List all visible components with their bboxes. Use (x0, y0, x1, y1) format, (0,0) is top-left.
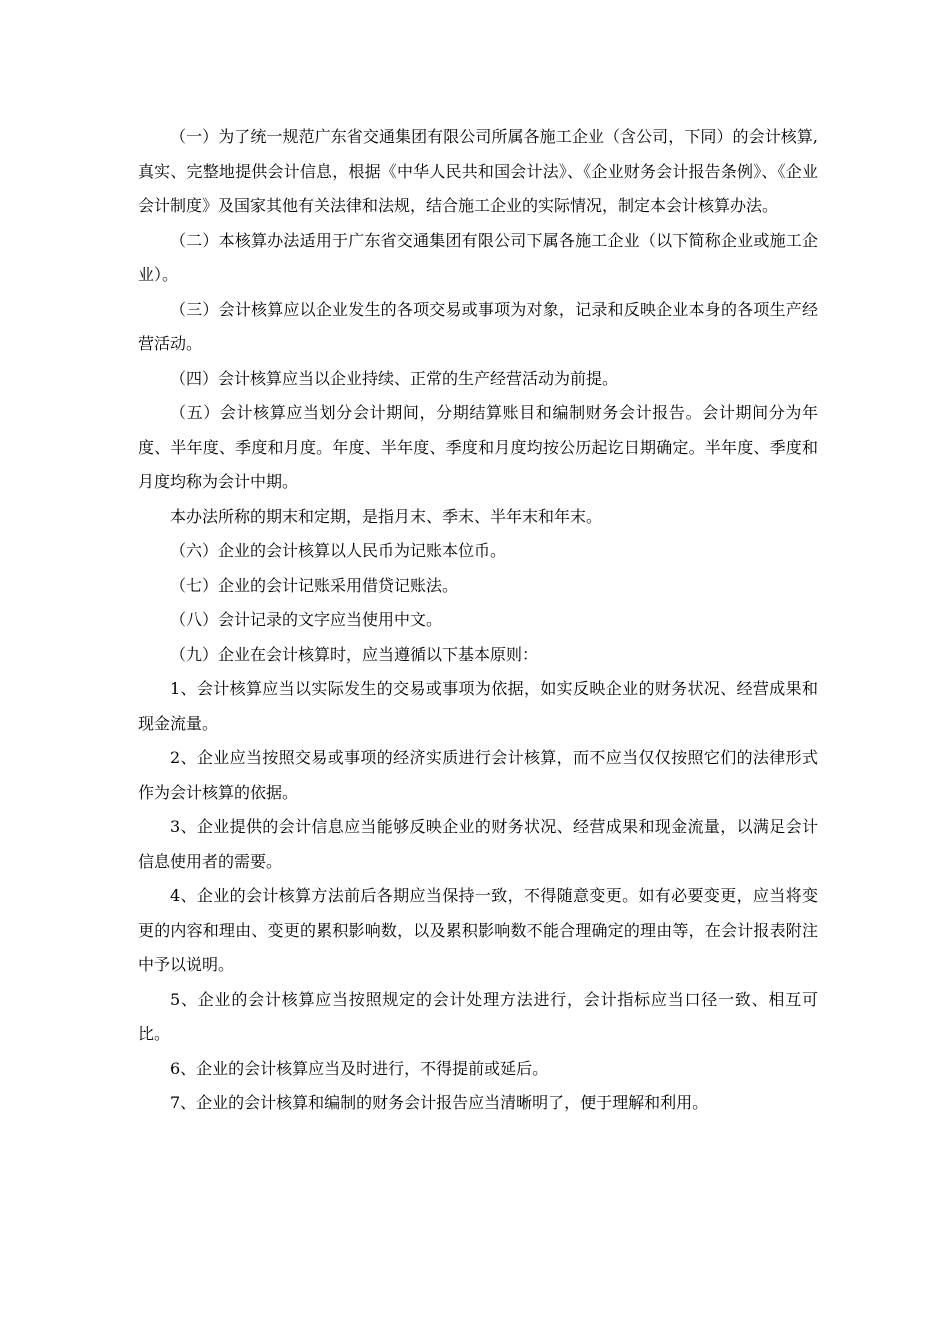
paragraph-12: 2、企业应当按照交易或事项的经济实质进行会计核算，而不应当仅仅按照它们的法律形式作为会计核算的依据。 (138, 748, 818, 802)
paragraph-4: （四）会计核算应当以企业持续、正常的生产经营活动为前提。 (170, 368, 619, 388)
document-body (138, 120, 818, 1121)
paragraph-3: （三）会计核算应以企业发生的各项交易或事项为对象，记录和反映企业本身的各项生产经营活动。 (138, 299, 818, 353)
paragraph-9: （八）会计记录的文字应当使用中文。 (170, 610, 443, 629)
paragraph-13: 3、企业提供的会计信息应当能够反映企业的财务状况、经营成果和现金流量，以满足会计信息使用者的需要。 (138, 817, 818, 871)
paragraph-6: 本办法所称的期末和定期，是指月末、季末、半年末和年末。 (170, 506, 603, 526)
paragraph-2: （二）本核算办法适用于广东省交通集团有限公司下属各施工企业（以下简称企业或施工企业）。 (138, 230, 818, 284)
paragraph-16: 6、企业的会计核算应当及时进行，不得提前或延后。 (170, 1058, 549, 1078)
paragraph-15: 5、企业的会计核算应当按照规定的会计处理方法进行，会计指标应当口径一致、相互可比。 (138, 989, 818, 1043)
paragraph-11: 1、会计核算应当以实际发生的交易或事项为依据，如实反映企业的财务状况、经营成果和现金流量。 (138, 679, 818, 733)
paragraph-10: （九）企业在会计核算时，应当遵循以下基本原则： (170, 644, 539, 664)
paragraph-8: （七）企业的会计记账采用借贷记账法。 (170, 575, 459, 595)
paragraph-7: （六）企业的会计核算以人民币为记账本位币。 (170, 541, 507, 560)
paragraph-5: （五）会计核算应当划分会计期间，分期结算账目和编制财务会计报告。会计期间分为年度、半年度、季度和月度。年度、半年度、季度和月度均按公历起讫日期确定。半年度、季度和月度均称为会计中期。 (138, 403, 818, 491)
paragraph-14: 4、企业的会计核算方法前后各期应当保持一致，不得随意变更。如有必要变更，应当将变更的内容和理由、变更的累积影响数，以及累积影响数不能合理确定的理由等，在会计报表附注中予以说明。 (138, 886, 818, 974)
paragraph-1: （一）为了统一规范广东省交通集团有限公司所属各施工企业（含公司，下同）的会计核算,真实、完整地提供会计信息，根据《中华人民共和国会计法》、《企业财务会计报告条例》、《企业会计制度》及国家其他有关法律和法规，结合施工企业的实际情况，制定本会计核算办法。 (138, 127, 818, 215)
paragraph-17: 7、企业的会计核算和编制的财务会计报告应当清晰明了，便于理解和利用。 (170, 1093, 709, 1112)
